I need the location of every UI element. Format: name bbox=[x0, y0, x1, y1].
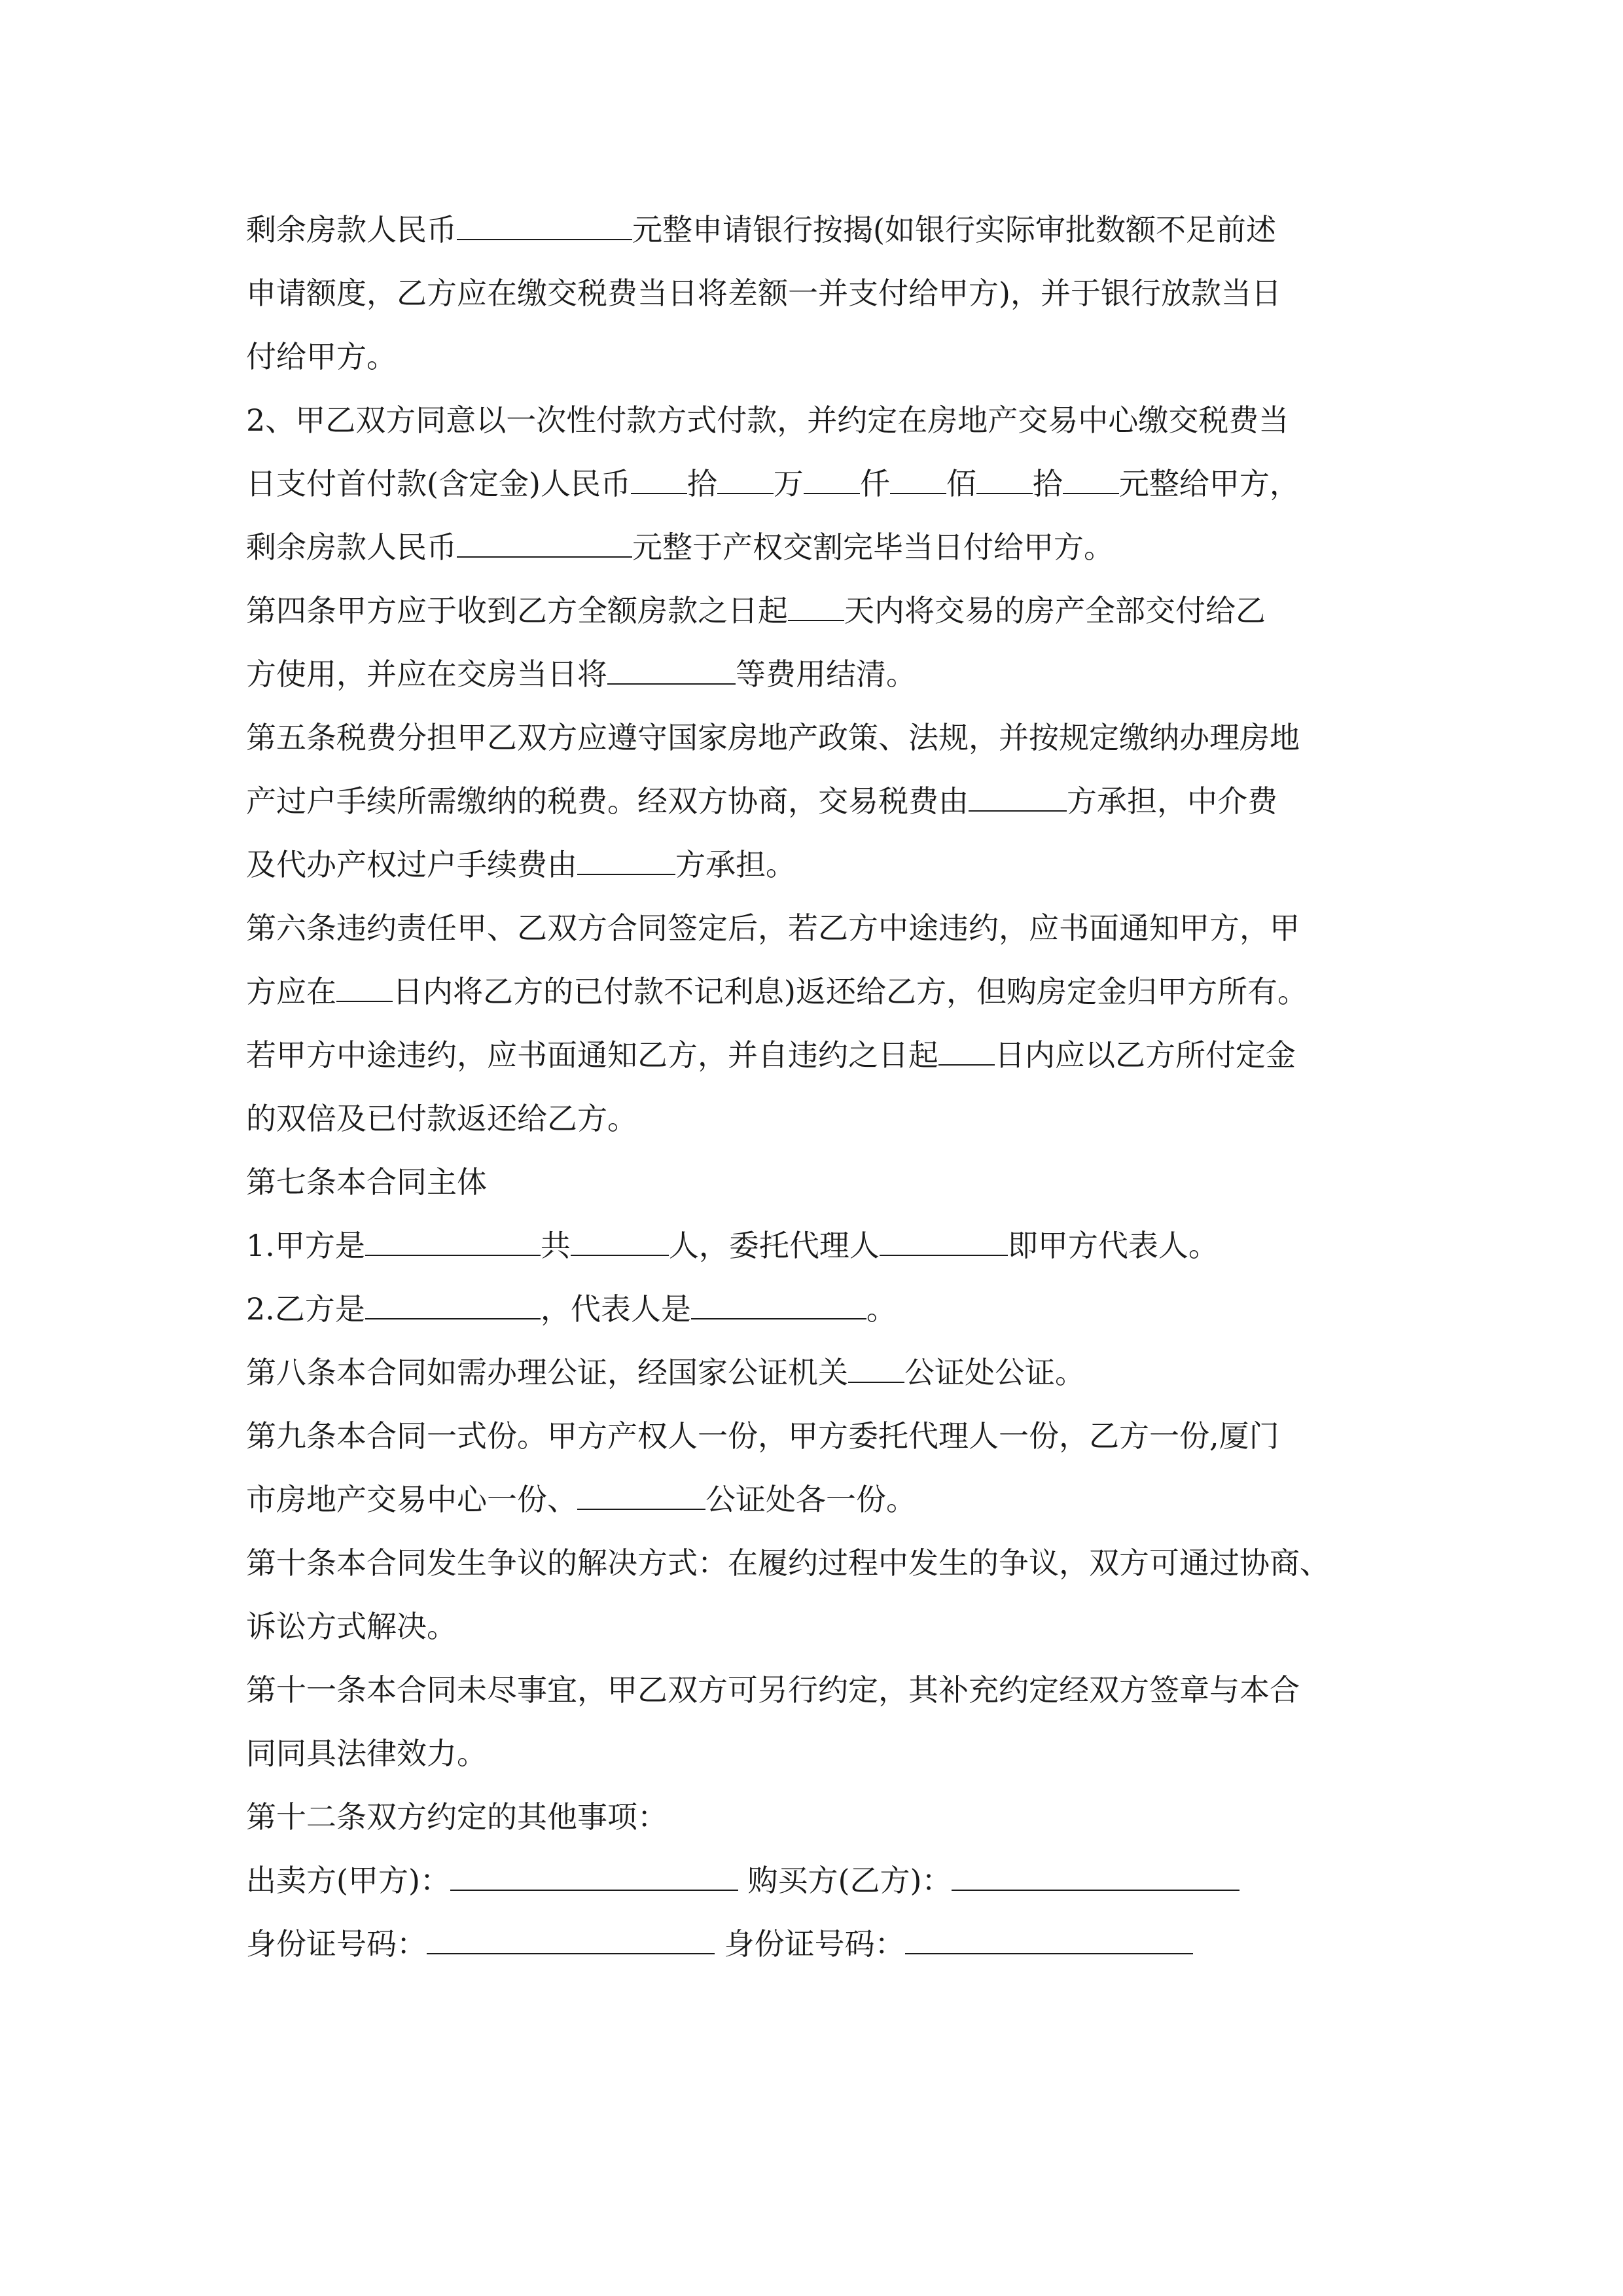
blank-field[interactable] bbox=[607, 649, 736, 685]
article-6-line-1: 第六条违约责任甲、乙双方合同签定后，若乙方中途违约，应书面通知甲方，甲 bbox=[246, 910, 1300, 946]
article-4-line-1: 第四条甲方应于收到乙方全额房款之日起 天内将交易的房产全部交付给乙 bbox=[246, 579, 1385, 643]
payment-line-1: 剩余房款人民币 元整申请银行按揭(如银行实际审批数额不足前述 bbox=[246, 198, 1385, 262]
article-8: 第八条本合同如需办理公证，经国家公证机关 公证处公证。 bbox=[246, 1341, 1385, 1405]
article-9-line-1: 第九条本合同一式份。甲方产权人一份，甲方委托代理人一份，乙方一份,厦门 bbox=[246, 1418, 1279, 1454]
blank-field[interactable] bbox=[788, 586, 844, 621]
blank-field[interactable] bbox=[457, 522, 632, 558]
blank-field[interactable] bbox=[890, 459, 946, 494]
article-6-line-3: 若甲方中途违约，应书面通知乙方，并自违约之日起 日内应以乙方所付定金 bbox=[246, 1024, 1385, 1087]
blank-field[interactable] bbox=[848, 1348, 904, 1383]
article-7-heading: 第七条本合同主体 bbox=[246, 1164, 487, 1200]
payment-line-3: 付给甲方。 bbox=[246, 339, 397, 374]
blank-field[interactable] bbox=[938, 1030, 995, 1066]
blank-field[interactable] bbox=[804, 459, 860, 494]
buyer-signature-field[interactable] bbox=[952, 1856, 1240, 1891]
article-10-line-2: 诉讼方式解决。 bbox=[246, 1609, 457, 1644]
article-11-line-2: 同同具法律效力。 bbox=[246, 1736, 487, 1771]
blank-field[interactable] bbox=[631, 459, 687, 494]
payment-line-2: 申请额度，乙方应在缴交税费当日将差额一并支付给甲方)，并于银行放款当日 bbox=[246, 276, 1281, 311]
article-12-heading: 第十二条双方约定的其他事项： bbox=[246, 1799, 668, 1835]
article-10-line-1: 第十条本合同发生争议的解决方式：在履约过程中发生的争议，双方可通过协商、 bbox=[246, 1545, 1330, 1581]
blank-field[interactable] bbox=[365, 1284, 541, 1319]
blank-field[interactable] bbox=[691, 1284, 866, 1319]
article-6-line-4: 的双倍及已付款返还给乙方。 bbox=[246, 1101, 637, 1136]
signature-row-parties: 出卖方(甲方)： 购买方(乙方)： bbox=[246, 1849, 1385, 1912]
blank-field[interactable] bbox=[969, 776, 1067, 812]
blank-field[interactable] bbox=[577, 1475, 705, 1510]
article-7-party-b: 2.乙方是 ，代表人是 。 bbox=[246, 1278, 1385, 1341]
buyer-id-field[interactable] bbox=[905, 1919, 1193, 1954]
signature-row-id: 身份证号码： 身份证号码： bbox=[246, 1912, 1385, 1976]
blank-field[interactable] bbox=[880, 1221, 1008, 1256]
article-5-line-3: 及代办产权过户手续费由 方承担。 bbox=[246, 833, 1385, 897]
blank-field[interactable] bbox=[336, 967, 393, 1002]
seller-signature-field[interactable] bbox=[450, 1856, 738, 1891]
article-11-line-1: 第十一条本合同未尽事宜，甲乙双方可另行约定，其补充约定经双方签章与本合 bbox=[246, 1672, 1300, 1708]
article-5-line-2: 产过户手续所需缴纳的税费。经双方协商，交易税费由 方承担，中介费 bbox=[246, 770, 1385, 833]
article-6-line-2: 方应在 日内将乙方的已付款不记利息)返还给乙方，但购房定金归甲方所有。 bbox=[246, 960, 1385, 1024]
seller-id-field[interactable] bbox=[427, 1919, 715, 1954]
blank-field[interactable] bbox=[1063, 459, 1119, 494]
lump-sum-line-3: 剩余房款人民币 元整于产权交割完毕当日付给甲方。 bbox=[246, 516, 1385, 579]
lump-sum-line-2: 日支付首付款(含定金)人民币 拾 万 仟 佰 拾 元整给甲方， bbox=[246, 452, 1385, 516]
blank-field[interactable] bbox=[365, 1221, 541, 1256]
blank-field[interactable] bbox=[577, 840, 675, 875]
lump-sum-line-1: 2、甲乙双方同意以一次性付款方式付款，并约定在房地产交易中心缴交税费当 bbox=[246, 403, 1289, 438]
article-5-line-1: 第五条税费分担甲乙双方应遵守国家房地产政策、法规，并按规定缴纳办理房地 bbox=[246, 720, 1300, 755]
blank-field[interactable] bbox=[457, 205, 632, 240]
blank-field[interactable] bbox=[571, 1221, 669, 1256]
blank-field[interactable] bbox=[717, 459, 774, 494]
article-4-line-2: 方使用，并应在交房当日将 等费用结清。 bbox=[246, 643, 1385, 706]
contract-body bbox=[246, 198, 1385, 1976]
article-7-party-a: 1.甲方是 共 人，委托代理人 即甲方代表人。 bbox=[246, 1214, 1385, 1278]
blank-field[interactable] bbox=[976, 459, 1033, 494]
article-9-line-2: 市房地产交易中心一份、 公证处各一份。 bbox=[246, 1468, 1385, 1532]
